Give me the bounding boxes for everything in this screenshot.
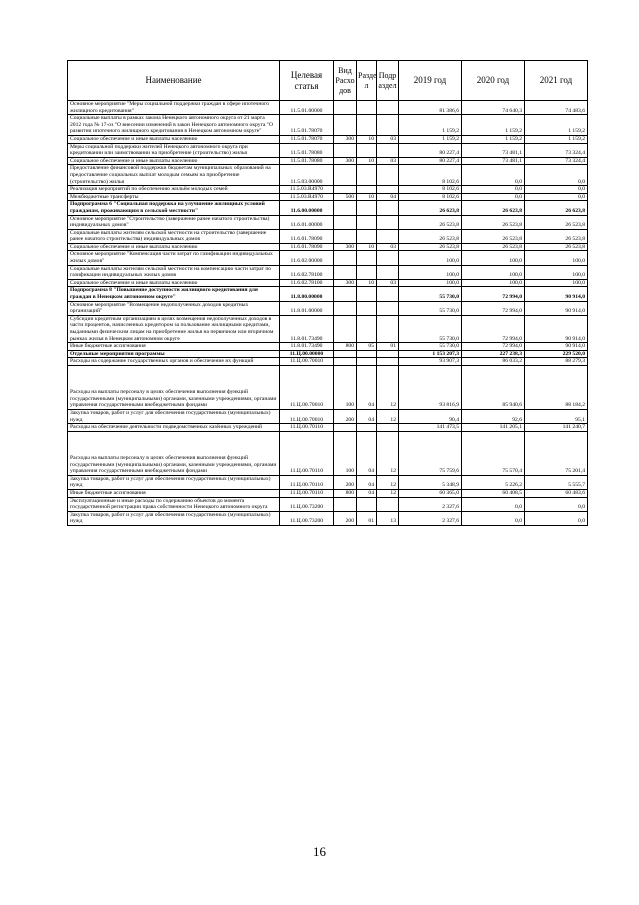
row-value-2020: 5 226,2	[462, 475, 525, 489]
row-value-2020: 1 159,2	[462, 135, 525, 143]
row-target-code: 11.Ц.00.73200	[280, 497, 334, 511]
row-value-2021: 26 523,8	[525, 215, 588, 229]
table-row	[68, 143, 588, 157]
row-subsection: 04	[377, 193, 399, 201]
row-name: Основное мероприятие "Строительство (завершение ранее начатого строительства) индивидуальных домов"	[68, 215, 280, 229]
row-value-2019: 81 386,6	[399, 101, 462, 115]
row-value-2021: 26 623,8	[525, 201, 588, 215]
row-section	[357, 215, 377, 229]
row-name: Социальное обеспечение и иные выплаты населению	[68, 135, 280, 143]
row-subsection: 12	[377, 409, 399, 423]
row-value-2020: 141 205,1	[462, 424, 525, 432]
row-value-2020: 0,0	[462, 511, 525, 525]
row-section	[357, 186, 377, 194]
table-row	[68, 165, 588, 186]
row-value-2021: 73 324,4	[525, 157, 588, 165]
row-section	[357, 201, 377, 215]
row-value-2021: 0,0	[525, 165, 588, 186]
row-target-code: 11.6.02.78100	[280, 279, 334, 287]
row-value-2019: 93 907,3	[399, 358, 462, 366]
row-name: Расходы на содержание государственных органов и обеспечение их функций	[68, 358, 280, 366]
row-subsection	[377, 265, 399, 279]
row-subsection	[377, 287, 399, 301]
row-target-code: 11.Ц.00.70010	[280, 409, 334, 423]
row-exp-type	[334, 315, 357, 342]
row-subsection: 03	[377, 243, 399, 251]
row-subsection: 12	[377, 489, 399, 497]
row-section: 10	[357, 135, 377, 143]
row-target-code: 11.Ц.00.70110	[280, 489, 334, 497]
row-name: Закупка товаров, работ и услуг для обеспечения государственных (муниципальных) нужд	[68, 475, 280, 489]
row-exp-type	[334, 215, 357, 229]
row-target-code: 11.5.01.78070	[280, 135, 334, 143]
row-value-2020: 0,0	[462, 186, 525, 194]
header-2020: 2020 год	[462, 61, 525, 101]
row-exp-type: 800	[334, 489, 357, 497]
row-section: 04	[357, 431, 377, 475]
row-section	[357, 424, 377, 432]
row-name: Субсидии кредитным организациям в целях возмещения недополученных доходов в части процентов, начисленных кредитором за пользование жилищными кредитами, выданными физическим лицам на приобретение жилья на первичном или вторичном рынках жилья в Ненецком автономном округе	[68, 315, 280, 342]
row-name: Подпрограмма 6 "Социальная поддержка на улучшение жилищных условий гражданам, проживающим в сельской местности"	[68, 201, 280, 215]
row-value-2019: 100,0	[399, 265, 462, 279]
row-value-2020: 227 238,3	[462, 350, 525, 358]
table-row	[68, 431, 588, 475]
row-value-2021: 90 914,0	[525, 287, 588, 301]
row-target-code: 11.5.01.78070	[280, 115, 334, 136]
row-value-2020: 100,0	[462, 265, 525, 279]
table-row	[68, 511, 588, 525]
row-section	[357, 115, 377, 136]
table-row	[68, 287, 588, 301]
row-value-2019: 55 730,0	[399, 343, 462, 351]
row-exp-type: 100	[334, 431, 357, 475]
row-subsection	[377, 115, 399, 136]
row-value-2019: 1 159,2	[399, 115, 462, 136]
header-2021: 2021 год	[525, 61, 588, 101]
table-row	[68, 315, 588, 342]
row-value-2021: 90 914,0	[525, 343, 588, 351]
row-value-2020: 86 033,2	[462, 358, 525, 366]
row-section: 10	[357, 157, 377, 165]
row-name: Основное мероприятие "Меры социальной поддержки граждан в сфере ипотечного жилищного кредитования"	[68, 101, 280, 115]
row-subsection	[377, 186, 399, 194]
row-value-2019: 55 730,0	[399, 301, 462, 315]
table-row	[68, 301, 588, 315]
row-exp-type: 200	[334, 511, 357, 525]
row-section	[357, 301, 377, 315]
row-subsection	[377, 301, 399, 315]
row-exp-type: 200	[334, 475, 357, 489]
row-exp-type	[334, 287, 357, 301]
table-row	[68, 475, 588, 489]
row-target-code: 11.5.01.00000	[280, 101, 334, 115]
row-value-2021: 26 523,8	[525, 243, 588, 251]
header-target: Целевая статья	[280, 61, 334, 101]
row-exp-type: 300	[334, 279, 357, 287]
row-target-code: 11.Ц.00.70110	[280, 475, 334, 489]
row-value-2020: 75 570,4	[462, 431, 525, 475]
row-subsection	[377, 165, 399, 186]
row-value-2021: 74 483,6	[525, 101, 588, 115]
row-target-code: 11.6.01.78090	[280, 243, 334, 251]
row-name: Иные бюджетные ассигнования	[68, 343, 280, 351]
row-target-code: 11.5.03.R4970	[280, 193, 334, 201]
row-value-2019: 1 153 207,3	[399, 350, 462, 358]
row-value-2019: 141 473,5	[399, 424, 462, 432]
row-value-2020: 26 523,8	[462, 215, 525, 229]
table-row	[68, 358, 588, 366]
row-exp-type	[334, 201, 357, 215]
row-section	[357, 251, 377, 265]
row-value-2019: 26 523,8	[399, 229, 462, 243]
row-value-2020: 74 640,3	[462, 101, 525, 115]
table-row	[68, 135, 588, 143]
row-subsection: 12	[377, 475, 399, 489]
row-value-2019: 55 730,0	[399, 315, 462, 342]
row-value-2020: 92,6	[462, 409, 525, 423]
header-row	[68, 61, 588, 101]
page-number: 16	[313, 844, 326, 859]
row-value-2019: 100,0	[399, 251, 462, 265]
row-value-2019: 8 102,6	[399, 186, 462, 194]
row-target-code: 11.Ц.00.70010	[280, 365, 334, 409]
row-section: 10	[357, 279, 377, 287]
row-section	[357, 101, 377, 115]
row-value-2019: 55 730,0	[399, 287, 462, 301]
row-value-2019: 75 759,6	[399, 431, 462, 475]
row-value-2021: 100,0	[525, 265, 588, 279]
row-name: Социальные выплаты жителям сельской местности на строительство (завершение ранее начатого строительства) индивидуальных домов	[68, 229, 280, 243]
row-section	[357, 497, 377, 511]
row-value-2021: 0,0	[525, 193, 588, 201]
row-value-2020: 72 994,0	[462, 301, 525, 315]
row-section: 04	[357, 409, 377, 423]
row-name: Основное мероприятие "Компенсация части затрат по газификации индивидуальных жилых домов"	[68, 251, 280, 265]
row-value-2019: 80 227,4	[399, 143, 462, 157]
row-value-2019: 100,0	[399, 279, 462, 287]
row-target-code: 11.5.03.00000	[280, 165, 334, 186]
header-name: Наименование	[68, 61, 280, 101]
table-row	[68, 279, 588, 287]
row-target-code: 11.Ц.00.73200	[280, 511, 334, 525]
row-value-2019: 5 348,9	[399, 475, 462, 489]
row-value-2019: 26 523,8	[399, 243, 462, 251]
row-section	[357, 315, 377, 342]
row-section	[357, 287, 377, 301]
row-exp-type: 200	[334, 409, 357, 423]
table-row	[68, 489, 588, 497]
row-subsection	[377, 424, 399, 432]
row-name: Закупка товаров, работ и услуг для обеспечения государственных (муниципальных) нужд	[68, 511, 280, 525]
row-value-2020: 26 623,8	[462, 201, 525, 215]
row-exp-type	[334, 251, 357, 265]
table-row	[68, 424, 588, 432]
row-subsection: 12	[377, 431, 399, 475]
row-subsection	[377, 251, 399, 265]
row-subsection	[377, 350, 399, 358]
row-exp-type: 500	[334, 193, 357, 201]
row-value-2020: 100,0	[462, 279, 525, 287]
row-section	[357, 229, 377, 243]
table-row	[68, 186, 588, 194]
table-row	[68, 193, 588, 201]
row-name: Социальное обеспечение и иные выплаты населению	[68, 279, 280, 287]
row-target-code: 11.6.02.00000	[280, 251, 334, 265]
row-value-2020: 1 159,2	[462, 115, 525, 136]
row-name: Социальное обеспечение и иные выплаты населению	[68, 243, 280, 251]
row-subsection: 01	[377, 343, 399, 351]
row-name: Эксплуатационные и иные расходы по содержанию объектов до момента государственной регистрации права собственности Ненецкого автономного округа	[68, 497, 280, 511]
row-section: 05	[357, 343, 377, 351]
row-value-2020: 73 481,1	[462, 157, 525, 165]
row-value-2021: 141 240,7	[525, 424, 588, 432]
row-section	[357, 165, 377, 186]
table-row	[68, 365, 588, 409]
row-target-code: 11.6.02.78100	[280, 265, 334, 279]
row-exp-type	[334, 350, 357, 358]
row-exp-type	[334, 165, 357, 186]
row-value-2021: 90 914,0	[525, 301, 588, 315]
row-name: Отдельные мероприятия программы	[68, 350, 280, 358]
row-target-code: 11.Ц.00.70110	[280, 424, 334, 432]
row-target-code: 11.6.01.00000	[280, 215, 334, 229]
table-row	[68, 409, 588, 423]
row-value-2019: 90,4	[399, 409, 462, 423]
row-value-2019: 26 523,8	[399, 215, 462, 229]
row-subsection	[377, 229, 399, 243]
row-section: 01	[357, 511, 377, 525]
row-subsection	[377, 315, 399, 342]
row-value-2021: 1 159,2	[525, 115, 588, 136]
row-name: Социальное обеспечение и иные выплаты населению	[68, 157, 280, 165]
row-section	[357, 358, 377, 366]
row-target-code: 11.5.01.78080	[280, 143, 334, 157]
row-value-2020: 60 408,5	[462, 489, 525, 497]
row-name: Межбюджетные трансферты	[68, 193, 280, 201]
row-value-2019: 1 159,2	[399, 135, 462, 143]
budget-table	[67, 60, 588, 526]
row-value-2021: 1 159,2	[525, 135, 588, 143]
table-row	[68, 201, 588, 215]
row-exp-type	[334, 265, 357, 279]
row-value-2020: 72 994,0	[462, 315, 525, 342]
row-exp-type	[334, 301, 357, 315]
row-section	[357, 350, 377, 358]
row-section: 04	[357, 365, 377, 409]
row-exp-type	[334, 143, 357, 157]
row-section: 04	[357, 475, 377, 489]
row-name: Меры социальной поддержки жителей Ненецкого автономного округа при кредитовании или заимствовании на приобретение (строительство) жилья	[68, 143, 280, 157]
row-value-2019: 8 102,6	[399, 165, 462, 186]
row-subsection	[377, 215, 399, 229]
row-target-code: 11.Ц.00.70010	[280, 358, 334, 366]
row-name: Реализация мероприятий по обеспечению жильём молодых семей	[68, 186, 280, 194]
header-section: Разде л	[357, 61, 377, 101]
row-value-2021: 90 914,0	[525, 315, 588, 342]
row-name: Расходы на обеспечение деятельности подведомственных казённых учреждений	[68, 424, 280, 432]
row-value-2020: 0,0	[462, 165, 525, 186]
row-subsection: 12	[377, 365, 399, 409]
row-name: Предоставление финансовой поддержки бюджетам муниципальных образований на предоставление социальных выплат молодым семьям на приобретение (строительство) жилья	[68, 165, 280, 186]
row-value-2021: 73 324,4	[525, 143, 588, 157]
row-subsection	[377, 497, 399, 511]
row-target-code: 11.5.03.R4970	[280, 186, 334, 194]
row-value-2021: 100,0	[525, 251, 588, 265]
row-value-2019: 60 365,0	[399, 489, 462, 497]
row-section	[357, 265, 377, 279]
row-value-2020: 73 481,1	[462, 143, 525, 157]
row-subsection: 03	[377, 157, 399, 165]
table-row	[68, 243, 588, 251]
table-row	[68, 343, 588, 351]
row-target-code: 11.Ц.00.00000	[280, 350, 334, 358]
row-target-code: 11.6.01.78090	[280, 229, 334, 243]
row-value-2021: 88 184,2	[525, 365, 588, 409]
row-section: 04	[357, 489, 377, 497]
row-section: 10	[357, 193, 377, 201]
row-name: Расходы на выплаты персоналу в целях обеспечения выполнения функций государственными (муниципальными) органами, казенными учреждениями, органами управления государственными внебюджетными фондами	[68, 431, 280, 475]
row-value-2021: 75 201,4	[525, 431, 588, 475]
row-value-2019: 2 327,6	[399, 497, 462, 511]
row-exp-type: 300	[334, 135, 357, 143]
table-row	[68, 350, 588, 358]
row-value-2019: 26 623,8	[399, 201, 462, 215]
table-row	[68, 101, 588, 115]
row-value-2019: 80 227,4	[399, 157, 462, 165]
row-value-2021: 0,0	[525, 511, 588, 525]
row-value-2019: 93 816,9	[399, 365, 462, 409]
table-row	[68, 229, 588, 243]
row-exp-type: 300	[334, 243, 357, 251]
row-subsection	[377, 201, 399, 215]
row-value-2021: 95,1	[525, 409, 588, 423]
row-subsection: 03	[377, 279, 399, 287]
row-name: Основное мероприятие "Возмещение недополученных доходов кредитных организаций"	[68, 301, 280, 315]
row-exp-type	[334, 497, 357, 511]
table-row	[68, 115, 588, 136]
row-exp-type	[334, 424, 357, 432]
row-target-code: 11.5.01.78080	[280, 157, 334, 165]
table-row	[68, 497, 588, 511]
row-section	[357, 143, 377, 157]
row-subsection	[377, 358, 399, 366]
row-value-2020: 0,0	[462, 193, 525, 201]
row-value-2020: 0,0	[462, 497, 525, 511]
table-row	[68, 215, 588, 229]
row-subsection: 03	[377, 135, 399, 143]
row-value-2019: 2 327,6	[399, 511, 462, 525]
row-name: Расходы на выплаты персоналу в целях обеспечения выполнения функций государственными (муниципальными) органами, казенными учреждениями, органами управления государственными внебюджетными фондами	[68, 365, 280, 409]
row-subsection: 13	[377, 511, 399, 525]
row-exp-type	[334, 115, 357, 136]
table-row	[68, 251, 588, 265]
row-value-2020: 72 994,0	[462, 287, 525, 301]
row-value-2021: 88 279,3	[525, 358, 588, 366]
row-name: Социальные выплаты жителям сельской местности на компенсацию части затрат по газификации индивидуальных жилых домов	[68, 265, 280, 279]
row-value-2021: 26 523,8	[525, 229, 588, 243]
header-subsection: Подр аздел	[377, 61, 399, 101]
row-exp-type	[334, 101, 357, 115]
row-target-code: 11.6.00.00000	[280, 201, 334, 215]
row-target-code: 11.8.01.73490	[280, 343, 334, 351]
row-value-2020: 85 940,6	[462, 365, 525, 409]
row-value-2021: 0,0	[525, 186, 588, 194]
row-value-2020: 72 994,0	[462, 343, 525, 351]
row-section: 10	[357, 243, 377, 251]
row-exp-type: 800	[334, 343, 357, 351]
header-exp-type: Вид Расхо дов	[334, 61, 357, 101]
row-name: Закупка товаров, работ и услуг для обеспечения государственных (муниципальных) нужд	[68, 409, 280, 423]
row-value-2019: 8 102,6	[399, 193, 462, 201]
row-exp-type	[334, 186, 357, 194]
row-value-2020: 100,0	[462, 251, 525, 265]
row-target-code: 11.Ц.00.70110	[280, 431, 334, 475]
row-target-code: 11.8.01.00000	[280, 301, 334, 315]
row-target-code: 11.8.01.73490	[280, 315, 334, 342]
row-value-2020: 26 523,8	[462, 229, 525, 243]
row-target-code: 11.8.00.00000	[280, 287, 334, 301]
row-subsection	[377, 143, 399, 157]
row-name: Иные бюджетные ассигнования	[68, 489, 280, 497]
header-2019: 2019 год	[399, 61, 462, 101]
table-row	[68, 157, 588, 165]
row-subsection	[377, 101, 399, 115]
row-value-2020: 26 523,8	[462, 243, 525, 251]
row-name: Социальные выплаты в рамках закона Ненецкого автономного округа от 21 марта 2012 года № 17-оз "О внесении изменений в закон Ненецкого автономного округа "О развитии ипотечного жилищного кредитования в Ненецком автономном округе"	[68, 115, 280, 136]
row-value-2021: 5 555,7	[525, 475, 588, 489]
row-value-2021: 60 483,6	[525, 489, 588, 497]
row-exp-type: 100	[334, 365, 357, 409]
table-body	[68, 101, 588, 526]
row-value-2021: 0,0	[525, 497, 588, 511]
row-exp-type	[334, 358, 357, 366]
row-value-2021: 100,0	[525, 279, 588, 287]
row-value-2021: 229 520,0	[525, 350, 588, 358]
table-row	[68, 265, 588, 279]
row-name: Подпрограмма 8 "Повышение доступности жилищного кредитования для граждан в Ненецком автономном округе"	[68, 287, 280, 301]
row-exp-type	[334, 229, 357, 243]
row-exp-type: 300	[334, 157, 357, 165]
